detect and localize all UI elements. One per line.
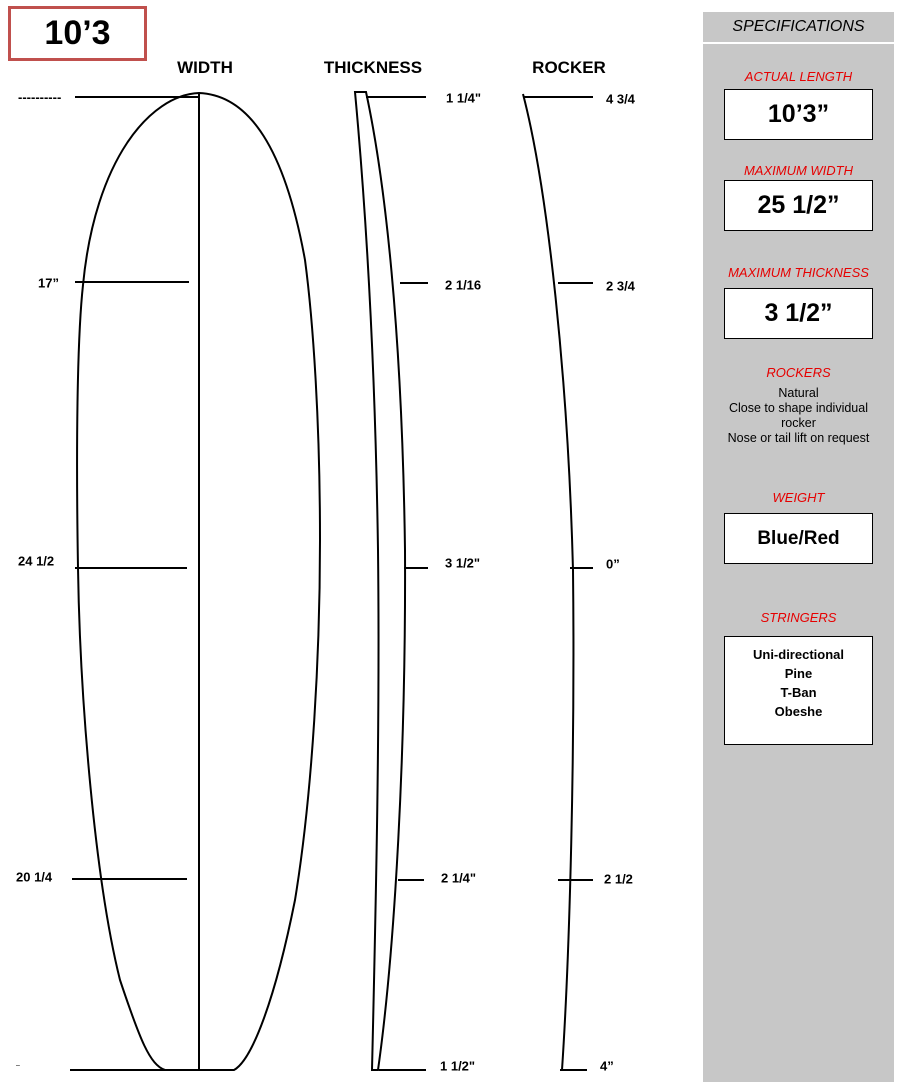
rockers-line: rocker [781,416,816,430]
thickness-measurement: 2 1/16 [445,277,482,293]
thickness-tick [366,96,426,98]
width-measurement: 24 1/2 [18,553,55,569]
stringer-item: Uni-directional [752,647,844,662]
stringers-box [724,636,873,745]
width-measurement: 20 1/4 [16,869,53,885]
width-tick [72,878,187,880]
actual-length-label: ACTUAL LENGTH [744,69,853,84]
rockers-description [703,386,894,446]
thickness-measurement: 2 1/4" [441,870,477,886]
stringers-label: STRINGERS [760,610,837,625]
rockers-line: Nose or tail lift on request [727,431,870,445]
specifications-heading: SPECIFICATIONS [703,12,894,44]
thickness-tick [404,567,428,569]
board-title: 10’3 [8,6,147,61]
thickness-tick [379,1069,426,1071]
rocker-tick [558,282,593,284]
rocker-measurement: 2 1/2 [604,871,633,887]
rocker-tick [523,96,593,98]
width-measurement: ---------- [18,89,62,105]
rocker-curve [523,94,573,1070]
stringer-item: Pine [784,666,813,681]
rocker-column-heading: ROCKER [532,58,606,77]
thickness-tick [400,282,428,284]
width-tick [70,1069,170,1071]
width-tick [75,281,189,283]
thickness-column-heading: THICKNESS [323,58,423,77]
rockers-line: Close to shape individual [729,401,868,415]
thickness-measurement: 3 1/2" [445,555,481,571]
specifications-panel [703,12,894,1082]
stringer-item: Obeshe [774,704,823,719]
max-width-value: 25 1/2” [724,180,873,231]
rocker-tick [570,567,593,569]
width-column-heading: WIDTH [177,58,233,77]
max-width-label: MAXIMUM WIDTH [743,163,854,178]
rocker-measurement: 2 3/4 [606,278,635,294]
width-tick [75,96,199,98]
thickness-tick [398,879,424,881]
actual-length-value: 10’3” [724,89,873,140]
weight-value: Blue/Red [724,513,873,564]
rockers-label: ROCKERS [766,365,831,380]
weight-label: WEIGHT [772,490,825,505]
thickness-measurement: 1 1/4" [446,90,482,106]
thickness-measurement: 1 1/2" [440,1058,476,1074]
max-thickness-label: MAXIMUM THICKNESS [728,265,869,280]
width-measurement: – [16,1062,20,1070]
max-thickness-value: 3 1/2” [724,288,873,339]
width-tick [75,567,187,569]
rocker-measurement: 4” [600,1058,614,1074]
stringer-item: T-Ban [780,685,817,700]
rocker-measurement: 0” [606,556,620,572]
thickness-outline [355,92,405,1070]
rocker-tick [560,1069,587,1071]
rocker-measurement: 4 3/4 [606,91,635,107]
rocker-tick [558,879,593,881]
width-measurement: 17” [38,275,59,291]
rockers-line: Natural [778,386,819,400]
